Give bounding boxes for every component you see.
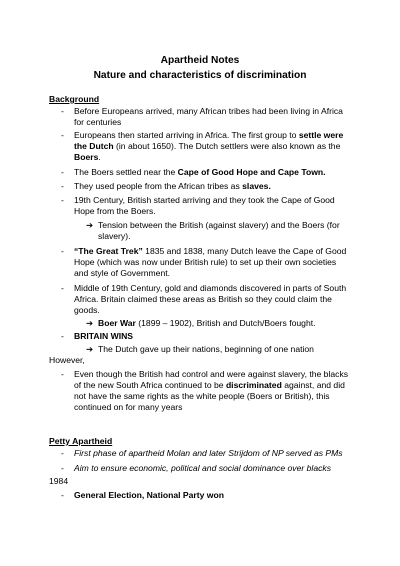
bullet-dash: -	[61, 369, 64, 379]
bullet-text: for centuries	[74, 117, 122, 127]
bullet-text: They used people from the African tribes as slaves.	[74, 181, 271, 191]
year-label: 1984	[49, 476, 69, 486]
bullet-text: Europeans then started arriving in Africa. The first group to settle were	[74, 130, 344, 140]
bullet-dash: -	[61, 130, 64, 140]
bullet-text: Boers.	[74, 152, 101, 162]
bullet-text: First phase of apartheid Molan and later Strijdom of NP served as PMs	[74, 448, 343, 458]
lead-text: However,	[49, 355, 85, 365]
arrow-text: The Dutch gave up their nations, beginning of one nation	[98, 344, 314, 354]
bullet-text: BRITAIN WINS	[74, 331, 134, 341]
bullet-text: continued on for many years	[74, 402, 183, 412]
bullet-text: 19th Century, British started arriving and they took the Cape of Good	[74, 195, 335, 205]
document-title: Apartheid Notes	[160, 55, 240, 66]
bullet-dash: -	[61, 181, 64, 191]
bullet-dash: -	[61, 283, 64, 293]
bullet-dash: -	[61, 167, 64, 177]
section-heading-background: Background	[49, 94, 100, 104]
bullet-dash: -	[61, 490, 64, 500]
bullet-text: Before Europeans arrived, many African tribes had been living in Africa	[74, 106, 343, 116]
arrow-text: Tension between the British (against slavery) and the Boers (for	[98, 220, 340, 230]
bullet-text: Middle of 19th Century, gold and diamonds discovered in parts of South	[74, 283, 347, 293]
arrow-text: Boer War (1899 – 1902), British and Dutch/Boers fought.	[98, 318, 316, 328]
bullet-text: not have the same rights as the white people (Boers or British), this	[74, 391, 330, 401]
bullet-text: “The Great Trek” 1835 and 1838, many Dutch leave the Cape of Good	[74, 246, 347, 256]
bullet-dash: -	[61, 246, 64, 256]
bullet-text: the Dutch (in about 1650). The Dutch settlers were also known as the	[74, 141, 341, 151]
bullet-text: Aim to ensure economic, political and social dominance over blacks	[74, 463, 331, 473]
bullet-text: Even though the British had control and were against slavery, the blacks	[74, 369, 349, 379]
document-subtitle: Nature and characteristics of discrimination	[93, 70, 307, 81]
arrow-icon: ➔	[86, 318, 94, 328]
bullet-text: and style of Government.	[74, 268, 171, 278]
arrow-text: slavery).	[98, 231, 131, 241]
bullet-dash: -	[61, 195, 64, 205]
bullet-text: Africa. Britain claimed these areas as British so they could claim the	[74, 294, 332, 304]
bullet-dash: -	[61, 463, 64, 473]
bullet-text: The Boers settled near the Cape of Good Hope and Cape Town.	[74, 167, 326, 177]
bullet-dash: -	[61, 331, 64, 341]
bullet-text: General Election, National Party won	[74, 490, 224, 500]
bullet-text: Hope (which was now under British rule) to set up their own societies	[74, 257, 337, 267]
arrow-icon: ➔	[86, 220, 94, 230]
section-heading-petty-apartheid: Petty Apartheid	[49, 436, 113, 446]
bullet-dash: -	[61, 448, 64, 458]
bullet-text: of the new South Africa continued to be discriminated against, and did	[74, 380, 345, 390]
bullet-text: goods.	[74, 305, 100, 315]
arrow-icon: ➔	[86, 344, 94, 354]
bullet-text: Hope from the Boers.	[74, 206, 156, 216]
bullet-dash: -	[61, 106, 64, 116]
